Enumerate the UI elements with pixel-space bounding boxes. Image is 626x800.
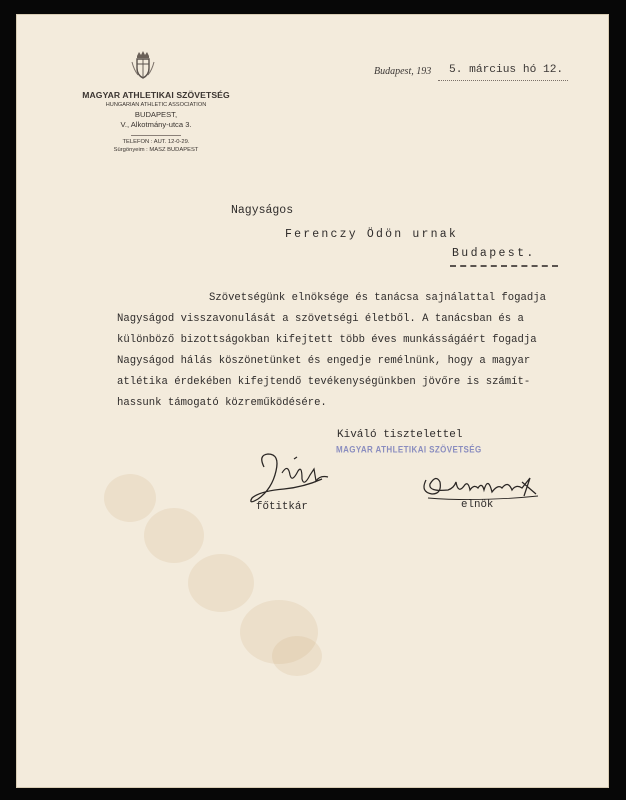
body-line: hassunk támogató közreműködésére. — [117, 397, 327, 409]
date-prefix: Budapest, 193 — [374, 66, 432, 77]
salutation: Nagyságos — [231, 204, 294, 217]
stain — [272, 636, 322, 676]
org-city: BUDAPEST, — [134, 110, 178, 119]
city-underline — [450, 265, 558, 267]
president-title: elnök — [461, 499, 494, 511]
secretary-title: főtitkár — [256, 501, 308, 513]
org-address: V., Alkotmány-utca 3. — [120, 120, 192, 129]
body-line: különböző bizottságokban kifejtett több éves munkásságáért fogadja — [117, 334, 537, 346]
closing: Kiváló tisztelettel — [337, 429, 463, 441]
secretary-signature-icon — [244, 449, 354, 509]
stain — [144, 508, 204, 563]
body-line: Szövetségünk elnöksége és tanácsa sajnálattal fogadja — [209, 292, 546, 304]
body-line: Nagyságod visszavonulását a szövetségi életből. A tanácsban és a — [117, 313, 524, 325]
body-line: atlétika érdekében kifejtendő tevékenységünkben jövőre is számít- — [117, 376, 531, 388]
organization-stamp: MAGYAR ATHLETIKAI SZÖVETSÉG — [336, 444, 482, 455]
date-typed: 5. március hó 12. — [449, 64, 564, 76]
recipient-city: Budapest. — [452, 247, 536, 260]
body-line: Nagyságod hálás köszönetünket és engedje remélnünk, hogy a magyar — [117, 355, 531, 367]
org-name: MAGYAR ATHLETIKAI SZÖVETSÉG — [82, 90, 230, 100]
coat-of-arms-icon — [129, 50, 157, 80]
date-dotted-line — [438, 80, 568, 81]
stain — [188, 554, 254, 612]
recipient-name: Ferenczy Ödön urnak — [285, 228, 458, 241]
org-name-english: HUNGARIAN ATHLETIC ASSOCIATION — [105, 102, 207, 108]
org-telegram: Sürgönyeim : MASZ BUDAPEST — [113, 147, 199, 153]
stain — [104, 474, 156, 522]
org-telephone: TELEFON : AUT. 12-0-29. — [122, 139, 190, 145]
letterhead-divider — [131, 135, 181, 136]
